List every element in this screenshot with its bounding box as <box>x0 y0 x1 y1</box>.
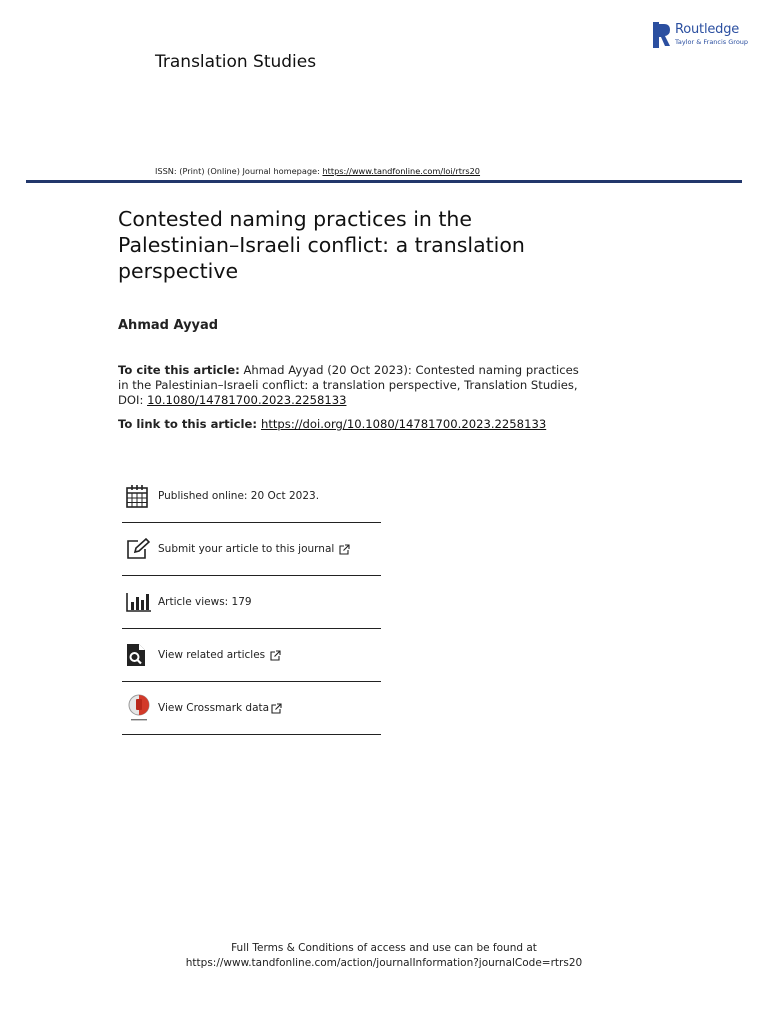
views-text: Article views: 179 <box>158 596 252 608</box>
link-label: To link to this article: <box>118 417 257 431</box>
footer-terms-link[interactable]: https://www.tandfonline.com/action/journalInformation?journalCode=rtrs20 <box>185 957 583 969</box>
routledge-logo-icon <box>653 22 671 48</box>
article-author: Ahmad Ayyad <box>118 318 219 333</box>
crossmark-icon <box>122 693 158 723</box>
header-divider <box>26 180 742 183</box>
cite-doi-link[interactable]: 10.1080/14781700.2023.2258133 <box>147 393 347 407</box>
external-link-icon <box>339 544 350 555</box>
article-doi-link[interactable]: https://doi.org/10.1080/14781700.2023.2258133 <box>260 417 547 431</box>
related-row[interactable] <box>122 629 381 682</box>
calendar-icon <box>122 481 158 511</box>
journal-homepage-link[interactable]: https://www.tandfonline.com/loi/rtrs20 <box>322 166 481 176</box>
footer-line-1: Full Terms & Conditions of access and use can be found at <box>231 942 537 954</box>
published-row <box>122 470 381 523</box>
publisher-logo[interactable] <box>653 22 748 48</box>
crossmark-row[interactable] <box>122 682 381 735</box>
submit-text[interactable]: Submit your article to this journal <box>158 543 335 555</box>
journal-title: Translation Studies <box>155 52 317 72</box>
article-title: Contested naming practices in the Palestinian–Israeli conflict: a translation perspective <box>118 207 525 283</box>
cite-label: To cite this article: <box>118 363 240 377</box>
external-link-icon <box>271 703 282 714</box>
search-document-icon <box>122 640 158 670</box>
edit-icon <box>122 534 158 564</box>
crossmark-text[interactable]: View Crossmark data <box>158 702 270 714</box>
cite-text: Ahmad Ayyad (20 Oct 2023): Contested naming practices in the Palestinian–Israeli conflict: a translation perspective, Translation Studies, DOI: <box>118 363 579 407</box>
related-text[interactable]: View related articles <box>158 649 266 661</box>
external-link-icon <box>270 650 281 661</box>
publisher-sub: Taylor & Francis Group <box>675 38 749 46</box>
published-text: Published online: 20 Oct 2023. <box>158 490 320 502</box>
submit-row[interactable] <box>122 523 381 576</box>
footer <box>0 941 768 971</box>
issn-line <box>155 166 480 176</box>
bar-chart-icon <box>122 587 158 617</box>
publisher-name: Routledge <box>675 22 740 37</box>
issn-text: ISSN: (Print) (Online) Journal homepage: <box>155 166 323 176</box>
views-row <box>122 576 381 629</box>
citation <box>118 363 588 408</box>
article-link-line <box>118 417 546 431</box>
article-info-list <box>122 470 381 735</box>
